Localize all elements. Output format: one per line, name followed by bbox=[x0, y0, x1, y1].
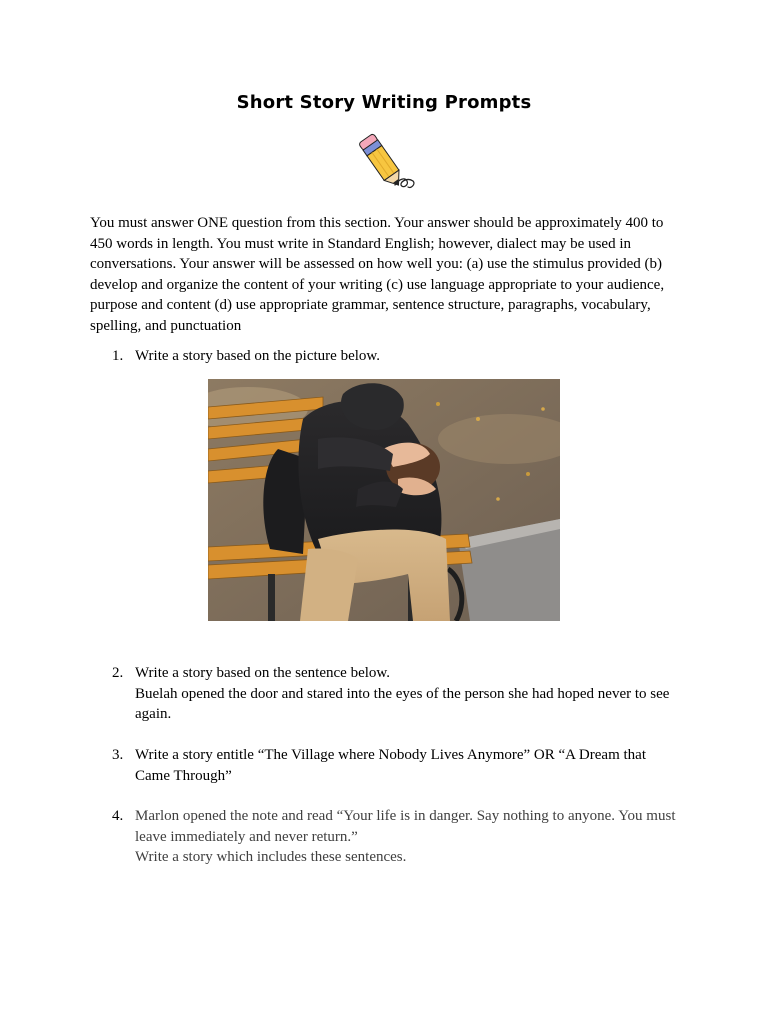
prompt-number: 1. bbox=[112, 348, 124, 364]
sad-person-on-bench-photo bbox=[208, 379, 560, 621]
prompt-number: 4. bbox=[112, 808, 124, 824]
page-title: Short Story Writing Prompts bbox=[236, 92, 532, 113]
prompt-text: Marlon opened the note and read “Your life is in danger. Say nothing to anyone. You must leave immediately and never return.” bbox=[135, 808, 676, 845]
prompt-text: Write a story entitle “The Village where Nobody Lives Anymore” OR “A Dream that Came Through” bbox=[135, 747, 646, 784]
prompt-instruction: Write a story which includes these sentences. bbox=[135, 849, 407, 865]
pencil-doodle-icon bbox=[345, 127, 421, 199]
prompt-number: 3. bbox=[112, 747, 124, 763]
prompt-text: Write a story based on the picture below. bbox=[135, 348, 381, 364]
prompt-text: Write a story based on the sentence below. bbox=[135, 665, 390, 681]
prompt-sentence: Buelah opened the door and stared into the eyes of the person she had hoped never to see again. bbox=[135, 685, 670, 722]
prompt-number: 2. bbox=[112, 665, 124, 681]
instructions-paragraph: You must answer ONE question from this section. Your answer should be approximately 400 to 450 words in length. You must write in Standard English; however, dialect may be used in conversations. Your answer will be assessed on how well you: (a) use the stimulus provided (b) develop and organize the content of your writing (c) use language appropriate to your audience, purpose and content (d) use appropriate grammar, sentence structure, paragraphs, vocabulary, spelling, and punctuation bbox=[90, 215, 665, 334]
